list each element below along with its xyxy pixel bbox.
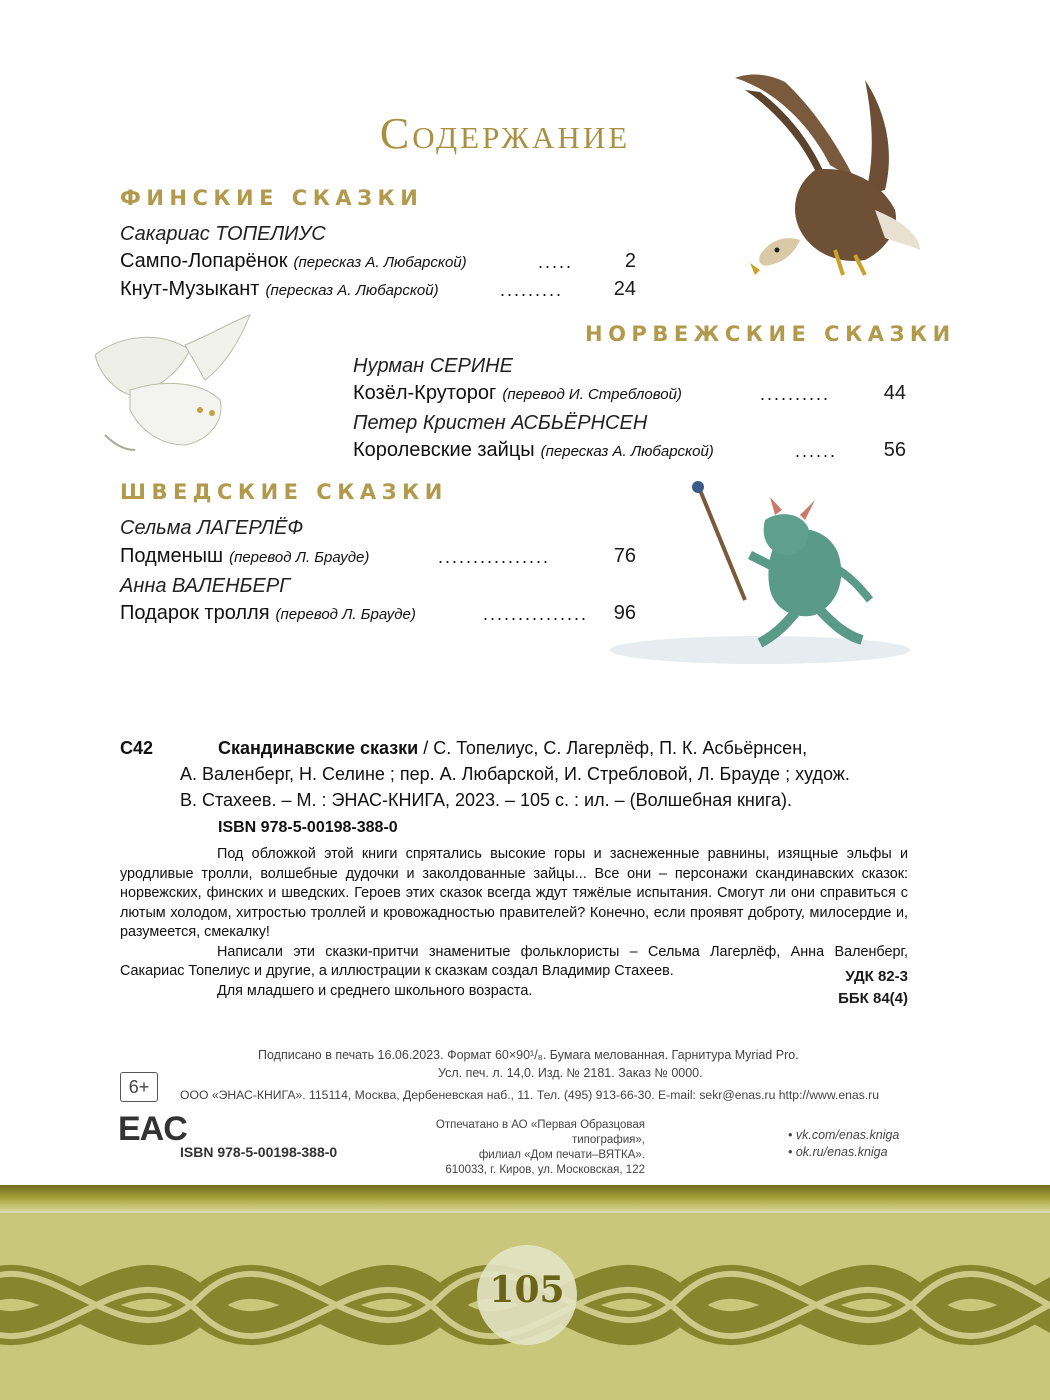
section-heading-finnish: ФИНСКИЕ СКАЗКИ bbox=[120, 186, 424, 210]
imprint-line-1: Подписано в печать 16.06.2023. Формат 60×90¹/₈. Бумага мелованная. Гарнитура Myriad Pro. bbox=[258, 1048, 799, 1062]
toc-entry-title: Подарок тролля bbox=[120, 602, 270, 624]
toc-entry-title: Королевские зайцы bbox=[353, 439, 535, 461]
toc-entry-title: Подменыш bbox=[120, 545, 224, 567]
troll-illustration bbox=[600, 475, 920, 675]
toc-entry-title: Сампо-Лопарёнок bbox=[120, 250, 288, 272]
bib-line-1 bbox=[218, 735, 807, 761]
udk: УДК 82-3 bbox=[845, 968, 908, 985]
bib-authors: / С. Топелиус, С. Лагерлёф, П. К. Асбьёрнсен, bbox=[418, 738, 808, 758]
owl-illustration bbox=[90, 310, 260, 460]
bib-line-2: А. Валенберг, Н. Селине ; пер. А. Любарской, И. Стребловой, Л. Брауде ; худож. bbox=[180, 764, 850, 784]
eagle-illustration bbox=[715, 70, 925, 285]
bib-line-3: В. Стахеев. – М. : ЭНАС-КНИГА, 2023. – 105 с. : ил. – (Волшебная книга). bbox=[180, 790, 793, 810]
social-link-vk: • vk.com/enas.kniga bbox=[788, 1128, 900, 1142]
bib-code: С42 bbox=[120, 738, 154, 758]
page-title: Содержание bbox=[379, 109, 631, 158]
toc-leader-dots: ............... bbox=[483, 604, 589, 624]
toc-entry bbox=[353, 382, 682, 405]
annotation-paragraph: Для младшего и среднего школьного возраста. bbox=[217, 982, 533, 999]
author-valenberg: Анна ВАЛЕНБЕРГ bbox=[120, 575, 291, 597]
toc-page-number: 44 bbox=[883, 382, 906, 404]
toc-leader-dots: ..... bbox=[538, 252, 574, 272]
toc-entry bbox=[120, 545, 369, 568]
annotation-paragraph: Под обложкой этой книги спрятались высокие горы и заснеженные равнины, изящные эльфы и уродливые тролли, волшебные дудочки и заколдованные зайцы... Все они – персонажи скандинавских сказок: норвежских, финских и шведских. Героев этих сказок всегда ждут тяжёлые испытания. Смогут ли они справиться с лютым холодом, хитростью троллей и кровожадностью правителей? Конечно, если проявят доброту, милосердие и, разумеется, смекалку! bbox=[120, 846, 908, 940]
bbk: ББК 84(4) bbox=[838, 990, 908, 1007]
toc-entry bbox=[353, 439, 714, 462]
bib-isbn: ISBN 978-5-00198-388-0 bbox=[218, 819, 398, 836]
imprint-line-2: Усл. печ. л. 14,0. Изд. № 2181. Заказ № 0000. bbox=[438, 1066, 703, 1080]
section-heading-swedish: ШВЕДСКИЕ СКАЗКИ bbox=[120, 480, 448, 504]
toc-entry-title: Кнут-Музыкант bbox=[120, 278, 260, 300]
toc-entry-note: (пересказ А. Любарской) bbox=[540, 443, 714, 460]
toc-entry-note: (перевод Л. Брауде) bbox=[229, 549, 370, 566]
author-asbjornsen: Петер Кристен АСБЬЁРНСЕН bbox=[353, 412, 648, 434]
toc-entry bbox=[120, 250, 467, 273]
page-number: 105 bbox=[489, 1269, 565, 1311]
toc-leader-dots: ...... bbox=[795, 441, 838, 461]
toc-entry-title: Козёл-Круторог bbox=[353, 382, 497, 404]
printer-line: филиал «Дом печати–ВЯТКА». bbox=[478, 1149, 645, 1161]
author-topelius: Сакариас ТОПЕЛИУС bbox=[120, 223, 326, 245]
imprint-publisher: ООО «ЭНАС-КНИГА». 115114, Москва, Дербеневская наб., 11. Тел. (495) 913-66-30. E-mail: sekr@enas.ru http://www.enas.ru bbox=[180, 1088, 880, 1102]
author-serine: Нурман СЕРИНЕ bbox=[353, 355, 513, 377]
toc-page-number: 56 bbox=[883, 439, 906, 461]
toc-entry-note: (перевод Л. Брауде) bbox=[275, 606, 416, 623]
decorative-celtic-band bbox=[0, 1185, 1050, 1400]
age-rating-badge: 6+ bbox=[120, 1072, 158, 1102]
toc-page-number: 96 bbox=[613, 602, 636, 624]
printer-line: Отпечатано в АО «Первая Образцовая типография», bbox=[435, 1119, 645, 1146]
bib-title: Скандинавские сказки bbox=[218, 738, 419, 758]
social-link-ok: • ok.ru/enas.kniga bbox=[788, 1145, 888, 1159]
toc-entry bbox=[120, 278, 439, 301]
eac-mark: EAC bbox=[118, 1110, 187, 1148]
toc-leader-dots: .......... bbox=[760, 384, 831, 404]
annotation-paragraph: Написали эти сказки-притчи знаменитые фольклористы – Сельма Лагерлёф, Анна Валенберг, Сакариас Топелиус и другие, а иллюстрации к сказкам создал Владимир Стахеев. bbox=[120, 943, 908, 979]
author-lagerlof: Сельма ЛАГЕРЛЁФ bbox=[120, 517, 304, 539]
toc-entry-note: (пересказ А. Любарской) bbox=[293, 254, 467, 271]
section-heading-norwegian: НОРВЕЖСКИЕ СКАЗКИ bbox=[585, 322, 956, 346]
toc-entry-note: (перевод И. Стребловой) bbox=[502, 386, 682, 403]
printer-line: 610033, г. Киров, ул. Московская, 122 bbox=[445, 1164, 645, 1176]
imprint-isbn: ISBN 978-5-00198-388-0 bbox=[180, 1144, 338, 1160]
toc-entry-note: (пересказ А. Любарской) bbox=[265, 282, 439, 299]
toc-page-number: 24 bbox=[613, 278, 636, 300]
toc-page-number: 76 bbox=[613, 545, 636, 567]
toc-entry bbox=[120, 602, 416, 625]
toc-leader-dots: ................ bbox=[438, 547, 551, 567]
printer-info bbox=[360, 1118, 645, 1178]
toc-leader-dots: ......... bbox=[500, 280, 564, 300]
toc-page-number: 2 bbox=[624, 250, 636, 272]
